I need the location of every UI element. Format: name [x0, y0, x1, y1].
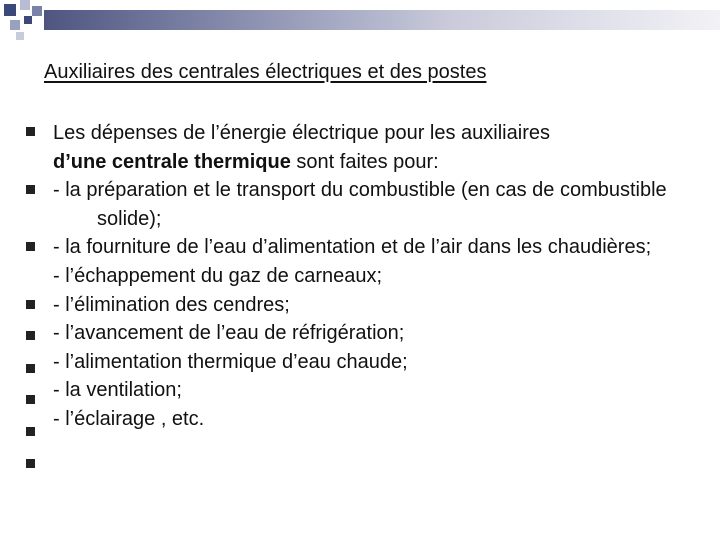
- bullet-marker: [26, 127, 35, 136]
- list-item: - l’avancement de l’eau de réfrigération;: [53, 322, 405, 345]
- intro-bold-text: d’une centrale thermique: [53, 150, 291, 173]
- bullet-marker: [26, 427, 35, 436]
- list-item: - la ventilation;: [53, 379, 182, 402]
- bullet-marker: [26, 459, 35, 468]
- bullet-marker: [26, 185, 35, 194]
- list-item: - l’éclairage , etc.: [53, 407, 205, 430]
- bullet-marker: [26, 242, 35, 251]
- bullet-marker: [26, 395, 35, 404]
- list-item: - la préparation et le transport du combustible (en cas de combustible solide);: [53, 179, 667, 230]
- list-item: - l’élimination des cendres;: [53, 293, 290, 316]
- list-item: - l’alimentation thermique d’eau chaude;: [53, 350, 408, 373]
- bullet-marker: [26, 364, 35, 373]
- intro-line-1: Les dépenses de l’énergie électrique pour les auxiliaires: [53, 122, 550, 144]
- bullet-marker: [26, 300, 35, 309]
- list-item: - l’échappement du gaz de carneaux;: [53, 264, 383, 287]
- slide-body: [53, 119, 693, 434]
- intro-rest-text: sont faites pour:: [290, 150, 439, 173]
- list-item: - la fourniture de l’eau d’alimentation et de l’air dans les chaudières;: [53, 236, 652, 259]
- intro-line-2: [53, 148, 693, 177]
- bullet-marker: [26, 331, 35, 340]
- header-gradient-bar: [44, 10, 720, 30]
- slide-title: Auxiliaires des centrales électriques et des postes: [44, 61, 487, 83]
